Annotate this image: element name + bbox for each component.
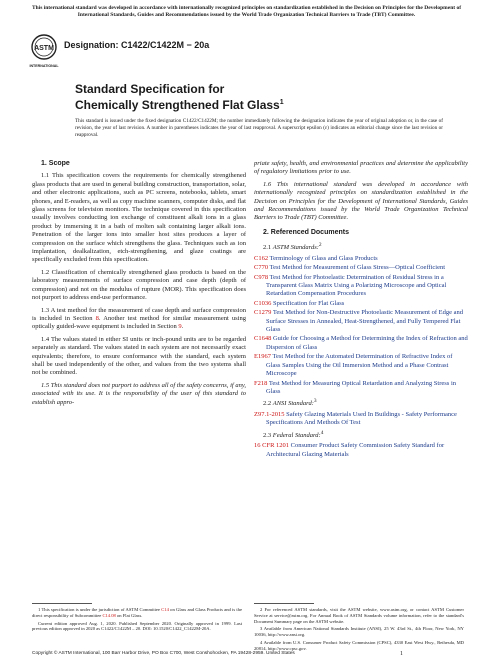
reference-title[interactable]: Consumer Product Safety Commission Safety Standard for Architectural Glazing Materials — [266, 442, 445, 458]
reference-code[interactable]: Z97.1-2015 — [254, 410, 285, 418]
reference-title[interactable]: Test Method for Measurement of Glass Stress—Optical Coefficient — [269, 264, 446, 272]
footnotes-right — [254, 607, 464, 654]
reference-code[interactable]: C1036 — [254, 299, 272, 307]
reference-title[interactable]: Test Method for Non-Destructive Photoelastic Measurement of Edge and Surface Stresses in Annealed, Heat-Strengthened, and Fully Tempered Flat Glass — [266, 309, 464, 334]
paragraph-1-6: 1.6 This international standard was developed in accordance with internationally recognized principles on standardization established in the Decision on Principles for the Development of International Standards, Guides and Recommendations issued by the World Trade Organization Technical Barriers to Trade (TBT) Committee. — [254, 180, 468, 222]
title-footnote-mark: 1 — [279, 99, 284, 106]
ansi-standard-subheading: 2.2 ANSI Standard:$^3$ — [263, 398, 317, 408]
reference-title[interactable]: Guide for Choosing a Method for Determining the Index of Refraction and Dispersion of Glass — [266, 335, 468, 351]
reference-code[interactable]: F218 — [254, 379, 268, 387]
ansi-reference-list — [254, 411, 468, 428]
title-line-1: Standard Specification for — [75, 82, 225, 96]
section-heading-referenced-documents: 2. Referenced Documents — [263, 228, 349, 236]
section-heading-scope: 1. Scope — [41, 160, 70, 167]
astm-reference-list — [254, 255, 468, 397]
reference-title[interactable]: Test Method for Measuring Optical Retardation and Analyzing Stress in Glass — [266, 379, 456, 395]
left-column — [32, 160, 246, 411]
astm-standards-subheading: 2.1 ASTM Standards:$^2$ — [263, 242, 322, 252]
federal-reference-list — [254, 442, 468, 459]
reference-title[interactable]: Terminology of Glass and Glass Products — [269, 254, 378, 262]
reference-title[interactable]: Test Method for Photoelastic Determination of Residual Stress in a Transparent Glass Matrix Using a Polarizing Microscope and Optical Retardation Compensation Procedures — [266, 273, 447, 298]
reference-item[interactable] — [254, 255, 468, 263]
footnote-1: 1 This specification is under the jurisdiction of ASTM Committee C14 on Glass and Glass Products and is the direct responsibility of Subcommittee C14.08 on Flat Glass. — [32, 607, 242, 618]
paragraph-1-5-continued: priate safety, health, and environmental practices and determine the applicability of regulatory limitations prior to use. — [254, 160, 468, 176]
reference-code[interactable]: C162 — [254, 254, 269, 262]
svg-text:INTERNATIONAL: INTERNATIONAL — [29, 64, 59, 68]
reference-title[interactable]: Safety Glazing Materials Used In Buildings - Safety Performance Specifications And Methods Of Test — [266, 410, 457, 427]
right-column — [254, 160, 468, 460]
reference-item[interactable] — [254, 309, 468, 334]
committee-c14-link[interactable]: C14 — [161, 607, 169, 612]
footnote-3: 3 Available from American National Standards Institute (ANSI), 25 W. 43rd St., 4th Floor, New York, NY 10036, http://www.ansi.org. — [254, 626, 464, 638]
wto-notice: This international standard was developed in accordance with internationally recognized principles on standardization established in the Decision on Principles for the Development of International Standards, Guides and Recommendations issued by the World Trade Organization Technical Barriers to Trade (TBT) Committee. — [31, 5, 462, 18]
paragraph-1-3: 1.3 A test method for the measurement of case depth and surface compression is included in Section 8. Another test method for similar measurement using optically guided-wave equipment is included in Section 9. — [32, 306, 246, 331]
paragraph-1-5: 1.5 This standard does not purport to address all of the safety concerns, if any, associated with its use. It is the responsibility of the user of this standard to establish appro- — [32, 381, 246, 406]
reference-code[interactable]: E1967 — [254, 353, 271, 361]
paragraph-1-2: 1.2 Classification of chemically strengthened glass products is based on the laboratory measurements of surface compression and case depth (depth of compression) and not on the modulus of rupture (MOR). This specification does not purport to address end-use performance. — [32, 268, 246, 302]
svg-text:ASTM: ASTM — [34, 45, 54, 52]
reference-item[interactable] — [254, 274, 468, 299]
reference-code[interactable]: C770 — [254, 264, 269, 272]
footnote-4: 4 Available from U.S. Consumer Product Safety Commission (CPSC), 4330 East West Hwy., Bethesda, MD 20814, http://www.cpsc.gov. — [254, 639, 464, 651]
section-8-link[interactable]: 8 — [95, 314, 99, 322]
reference-item[interactable] — [254, 380, 468, 397]
reference-item[interactable] — [254, 411, 468, 428]
reference-item[interactable] — [254, 353, 468, 378]
issued-note: This standard is issued under the fixed designation C1422/C1422M; the number immediately following the designation indicates the year of original adoption or, in the case of revision, the year of last revision. A number in parentheses indicates the year of last reapproval. A superscript epsilon (ε) indicates an editorial change since the last revision or reapproval. — [75, 118, 443, 138]
reference-item[interactable] — [254, 442, 468, 459]
footnotes-left — [32, 607, 242, 634]
section-9-link[interactable]: 9 — [178, 323, 182, 331]
paragraph-1-1: 1.1 This specification covers the requirements for chemically strengthened glass products that are used in general building construction, transportation, solar, and other electronic applications, such as PC screens, notebooks, tablets, smart phones, and E-readers, as well as copy machine scanners, computer disks, and flat glass screens for television monitors. The technique covered in this specification usually involves conducting ion exchange of constituent alkali ions in a glass product by immersing it in a bath of molten salt containing larger alkali ions. Penetration of the larger ions into smaller host sites produces a layer of compression on the surface which strengthens the glass. Techniques such as ion implantation, dealkalization, etch-strengthening, and glaze coatings are specifically excluded from this specification. — [32, 172, 246, 264]
reference-code[interactable]: 16 CFR 1201 — [254, 442, 290, 450]
title-line-2: Chemically Strengthened Flat Glass$^1$ — [75, 98, 284, 112]
document-title — [75, 82, 284, 112]
designation: Designation: C1422/C1422M − 20a — [64, 40, 210, 50]
copyright-notice: Copyright © ASTM International, 100 Barr Harbor Drive, PO Box C700, West Conshohocken, PA 19428-2959. United States — [32, 651, 295, 656]
reference-title[interactable]: Test Method for the Automated Determination of Refractive Index of Glass Samples Using the Oil Immersion Method and a Phase Contrast Microscope — [266, 353, 453, 378]
footnote-1-edition: Current edition approved Aug. 1, 2020. Published September 2020. Originally approved in 1999. Last previous edition approved in 2020 as C1422/C1422M – 20. DOI: 10.1520/C1422_C1422M-20A. — [32, 620, 242, 632]
page-number: 1 — [400, 651, 403, 657]
reference-title[interactable]: Specification for Flat Glass — [272, 299, 345, 307]
reference-code[interactable]: C1279 — [254, 309, 272, 317]
reference-item[interactable] — [254, 300, 468, 308]
reference-item[interactable] — [254, 264, 468, 272]
reference-code[interactable]: C1648 — [254, 335, 272, 343]
reference-item[interactable] — [254, 335, 468, 352]
footnote-rule-right — [254, 603, 314, 604]
footnote-2: 2 For referenced ASTM standards, visit the ASTM website, www.astm.org, or contact ASTM Customer Service at service@astm.org. For Annual Book of ASTM Standards volume information, refer to the standard's Document Summary page on the ASTM website. — [254, 607, 464, 624]
reference-code[interactable]: C978 — [254, 273, 269, 281]
astm-logo — [29, 33, 59, 71]
federal-standard-subheading: 2.3 Federal Standard:$^4$ — [263, 429, 324, 439]
footnote-rule-left — [32, 603, 92, 604]
paragraph-1-4: 1.4 The values stated in either SI units or inch-pound units are to be regarded separately as standard. The values stated in each system are not necessarily exact equivalents; therefore, to ensure conformance with the standard, each system shall be used independently of the other, and values from the two systems shall not be combined. — [32, 335, 246, 377]
subcommittee-c1408-link[interactable]: C14.08 — [102, 612, 116, 618]
